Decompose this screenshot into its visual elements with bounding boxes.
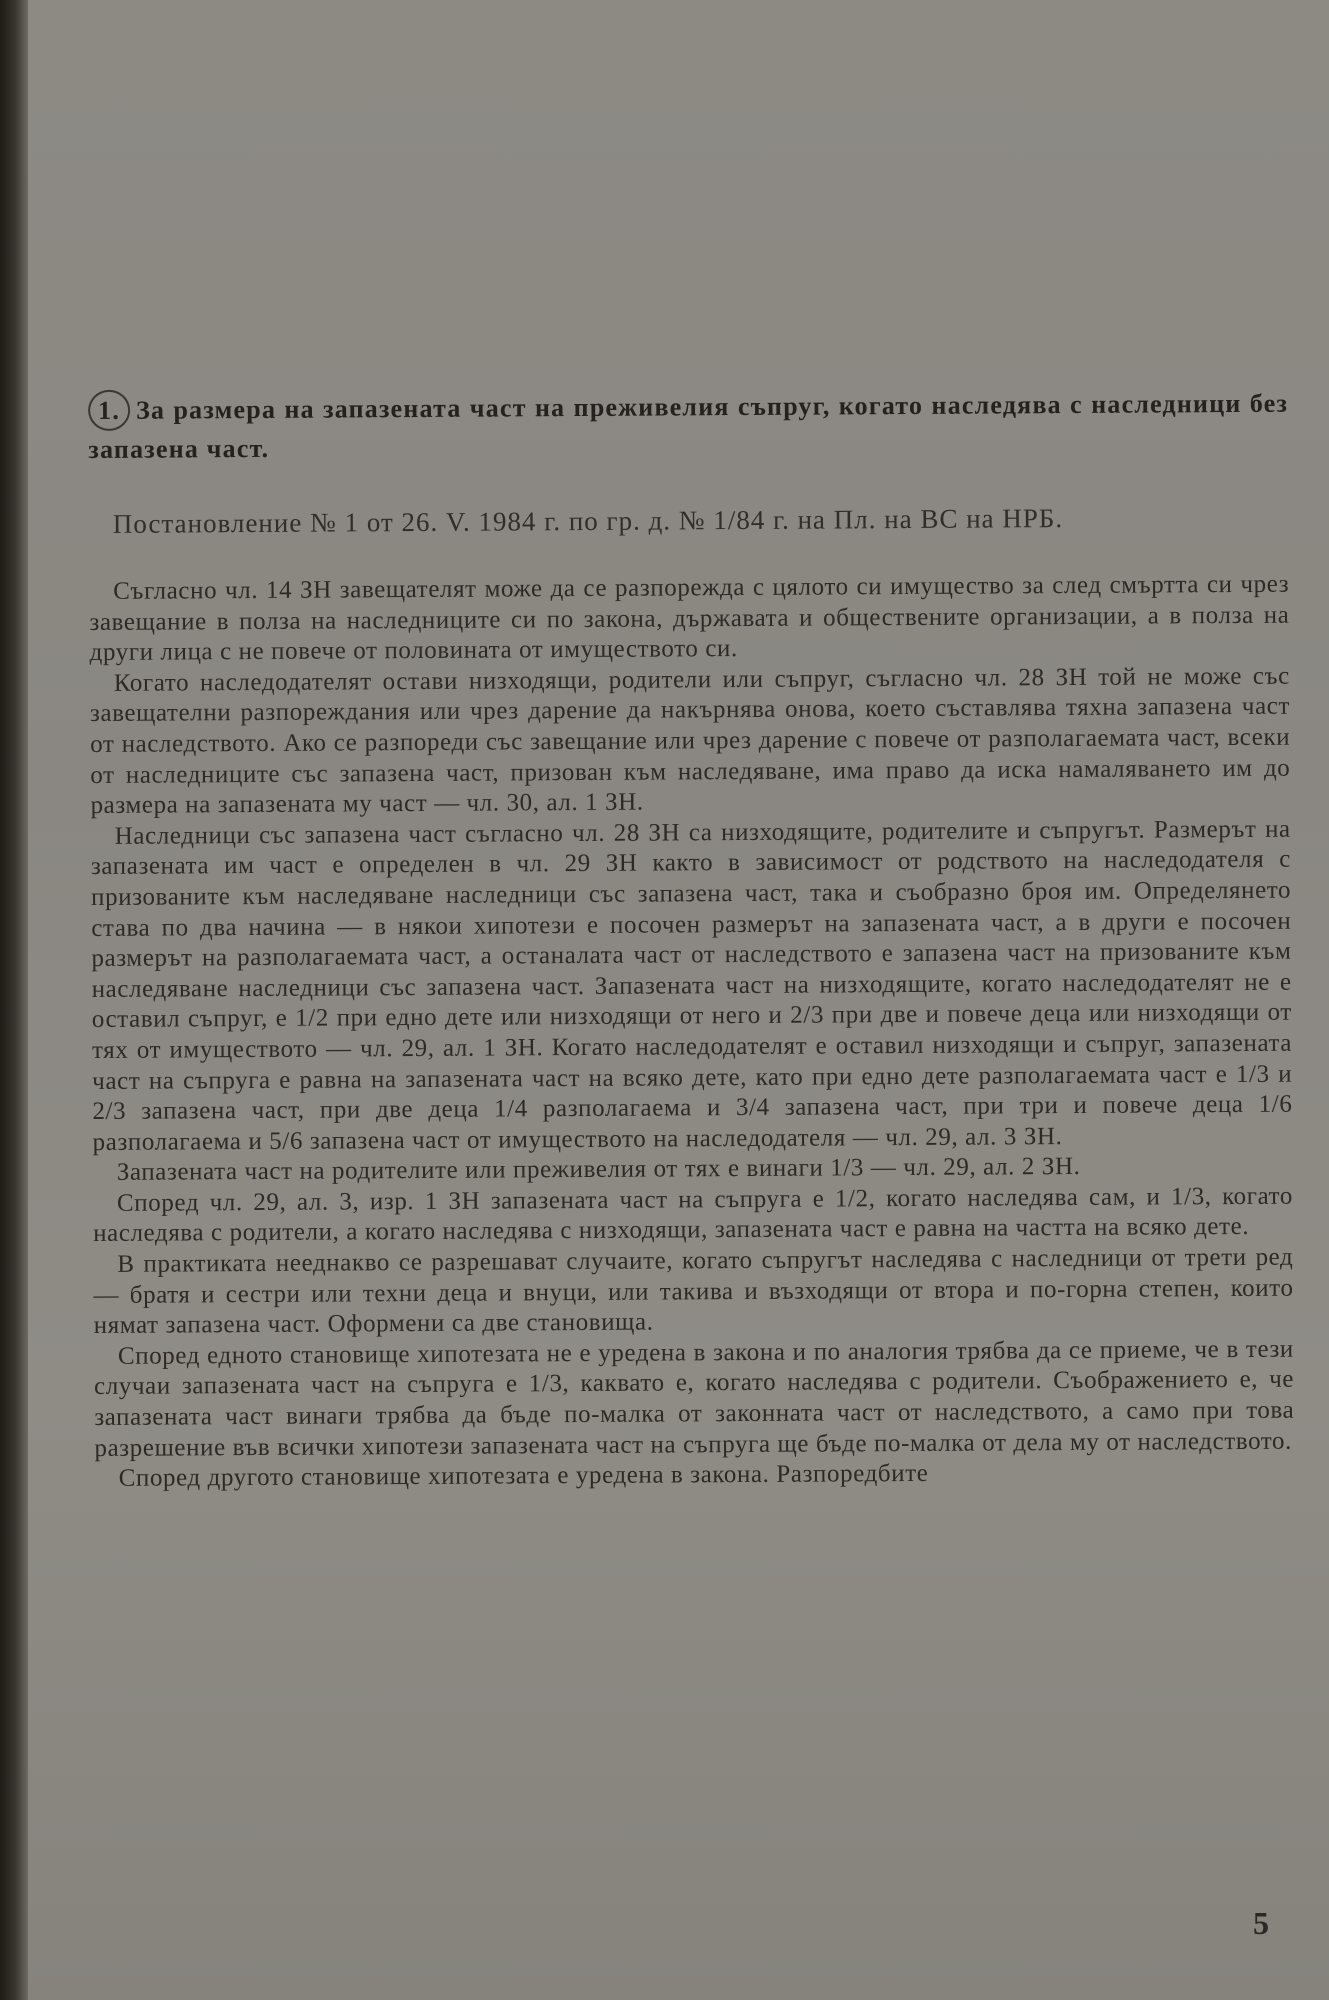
- paragraph: Съгласно чл. 14 ЗН завещателят може да се разпорежда с цялото си имущество за след смъртта си чрез завещание в полза на наследниците си по закона, държавата и обществените организации, а в полза на други лица с не повече от половината от имуществото си.: [89, 570, 1290, 667]
- heading-text: За размера на запазената част на преживелия съпруг, когато наследява с наследници без запазена част.: [88, 388, 1289, 464]
- paragraph: Според едното становище хипотезата не е уредена в закона и по аналогия трябва да се приеме, че в тези случаи запазената част на съпруга е 1/3, каквато е, когато наследява с родители. Съображението е, че запазената част винаги трябва да бъде по-малка от законната част от наследството, а само при това разрешение във всички хипотези запазената част на съпруга ще бъде по-малка от дела му от наследството.: [94, 1335, 1295, 1462]
- heading-number: 1.: [88, 390, 130, 431]
- paragraph: Наследници със запазена част съгласно чл. 28 ЗН са низходящите, родителите и съпругът. Размерът на запазената им част е определен в чл. 29 ЗН както в зависимост от родството на наследодателя с призованите към наследяване наследници със запазена част, така и съобразно броя им. Определянето става по два начина — в някои хипотези е посочен размерът на запазената част, а в други е посочен размерът на разполагаемата част, а останалата част от наследството е запазена част на призованите към наследяване наследници със запазена част. Запазената част на низходящите, когато наследодателят не е оставил съпруг, е 1/2 при едно дете или низходящи от него и 2/3 при две и повече деца или низходящи от тях от имуществото — чл. 29, ал. 1 ЗН. Когато наследодателят е оставил низходящи и съпруг, запазената част на съпруга е равна на запазената част на всяко дете, като при едно дете разполагаемата част е 1/3 и 2/3 запазена част, при две деца 1/4 разполагаема и 3/4 запазена част, при три и повече деца 1/6 разполагаема и 5/6 запазена част от имуществото на наследодателя — чл. 29, ал. 3 ЗН.: [90, 815, 1293, 1156]
- article: [88, 383, 1295, 1495]
- article-heading: [88, 383, 1288, 468]
- paragraph: В практиката нееднакво се разрешават случаите, когато съпругът наследява с наследници от трети ред — братя и сестри или техни деца и внуци, или такива и възходящи от втора и по-горна степен, които нямат запазена част. Оформени са две становища.: [93, 1243, 1294, 1340]
- page-number: 5: [1253, 1905, 1269, 1941]
- book-spine-shadow: [0, 0, 28, 2000]
- paragraph: Според чл. 29, ал. 3, изр. 1 ЗН запазената част на съпруга е 1/2, когато наследява сам, и 1/3, когато наследява с родители, а когато наследява с низходящи, запазената част е равна на частта на всяко дете.: [93, 1182, 1294, 1248]
- paragraph: Запазената част на родителите или преживелия от тях е винаги 1/3 — чл. 29, ал. 2 ЗН.: [116, 1153, 1081, 1187]
- paragraph: Когато наследодателят остави низходящи, родители или съпруг, съгласно чл. 28 ЗН той не може със завещателни разпореждания или чрез дарение да накърнява онова, което съставлява тяхна запазена част от наследството. Ако се разпореди със завещание или чрез дарение с повече от разполагаемата част, всеки от наследниците със запазена част, призован към наследяване, има право да иска намаляването им до размера на запазената му част — чл. 30, ал. 1 ЗН.: [89, 662, 1291, 820]
- decision-reference: Постановление № 1 от 26. V. 1984 г. по гр. д. № 1/84 г. на Пл. на ВС на НРБ.: [112, 503, 1064, 539]
- paragraph: Според другото становище хипотезата е уредена в закона. Разпоредбите: [118, 1460, 929, 1493]
